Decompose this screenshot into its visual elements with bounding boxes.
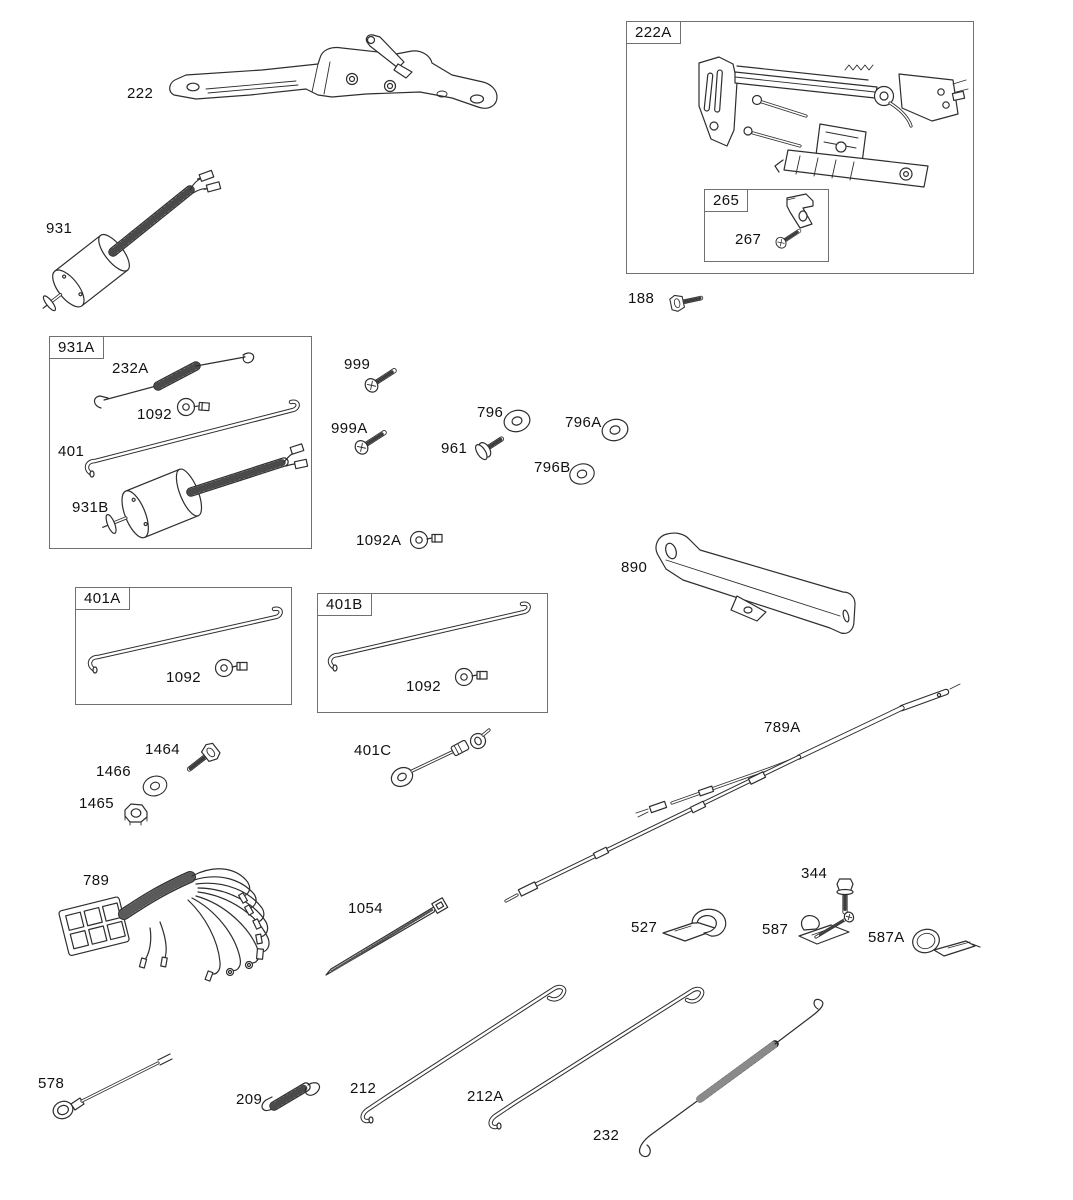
callout-212: 212 <box>350 1080 377 1097</box>
part-890-bracket <box>656 533 855 633</box>
part-796B-washer <box>567 461 596 487</box>
callout-931B: 931B <box>72 499 109 516</box>
callout-209: 209 <box>236 1091 263 1108</box>
part-789A-cable <box>506 684 960 901</box>
callout-578: 578 <box>38 1075 65 1092</box>
part-265-bracket <box>787 194 813 228</box>
part-527-clamp <box>663 909 726 941</box>
callout-232: 232 <box>593 1127 620 1144</box>
callout-527: 527 <box>631 919 658 936</box>
callout-1466: 1466 <box>96 763 131 780</box>
part-1092A-clamp <box>411 532 443 549</box>
callout-587A: 587A <box>868 929 905 946</box>
callout-1054: 1054 <box>348 900 383 917</box>
callout-1092-c: 1092 <box>406 678 441 695</box>
callout-961: 961 <box>441 440 468 457</box>
callout-267: 267 <box>735 231 762 248</box>
callout-1092A: 1092A <box>356 532 402 549</box>
group-label-222A: 222A <box>626 21 681 44</box>
callout-931: 931 <box>46 220 73 237</box>
part-344-screw <box>837 879 853 912</box>
part-188-bolt <box>669 290 702 312</box>
part-222A-assembly <box>699 57 968 187</box>
part-1464-bolt <box>184 741 222 776</box>
part-587A-clip <box>910 926 980 956</box>
group-label-931A: 931A <box>49 336 104 359</box>
part-232-spring <box>640 999 823 1156</box>
part-1092-clamp-c <box>456 669 488 686</box>
part-222-bracket <box>170 35 497 108</box>
part-209-spring <box>262 1083 320 1111</box>
part-1092-clamp-b <box>216 660 248 677</box>
callout-188: 188 <box>628 290 655 307</box>
part-1092-clamp-a <box>177 398 210 417</box>
callout-890: 890 <box>621 559 648 576</box>
callout-1464: 1464 <box>145 741 180 758</box>
part-1465-nut <box>125 804 147 825</box>
callout-344: 344 <box>801 865 828 882</box>
callout-999: 999 <box>344 356 371 373</box>
callout-1465: 1465 <box>79 795 114 812</box>
callout-796A: 796A <box>565 414 602 431</box>
callout-789A: 789A <box>764 719 801 736</box>
callout-1092-b: 1092 <box>166 669 201 686</box>
group-label-401B: 401B <box>317 593 372 616</box>
callout-1092-a: 1092 <box>137 406 172 423</box>
part-931-solenoid <box>30 170 221 325</box>
part-796A-washer <box>600 416 631 443</box>
part-961-screw <box>473 432 506 462</box>
callout-401C: 401C <box>354 742 392 759</box>
part-401A-rod <box>90 609 281 673</box>
callout-587: 587 <box>762 921 789 938</box>
part-1054-cable-tie <box>326 898 448 975</box>
part-587-clamp <box>799 910 855 944</box>
part-212-rod <box>363 987 565 1123</box>
part-401B-rod <box>330 604 529 671</box>
part-578-rod <box>51 1054 172 1121</box>
callout-401: 401 <box>58 443 85 460</box>
callout-789: 789 <box>83 872 110 889</box>
callout-796: 796 <box>477 404 504 421</box>
part-1466-washer <box>141 773 170 799</box>
part-931B-solenoid <box>93 444 307 551</box>
callout-222: 222 <box>127 85 154 102</box>
callout-232A: 232A <box>112 360 149 377</box>
part-267-screw <box>774 226 802 250</box>
callout-212A: 212A <box>467 1088 504 1105</box>
part-796-washer <box>502 407 533 434</box>
group-label-265: 265 <box>704 189 748 212</box>
group-label-401A: 401A <box>75 587 130 610</box>
callout-796B: 796B <box>534 459 571 476</box>
part-401C-link <box>388 730 489 790</box>
callout-999A: 999A <box>331 420 368 437</box>
